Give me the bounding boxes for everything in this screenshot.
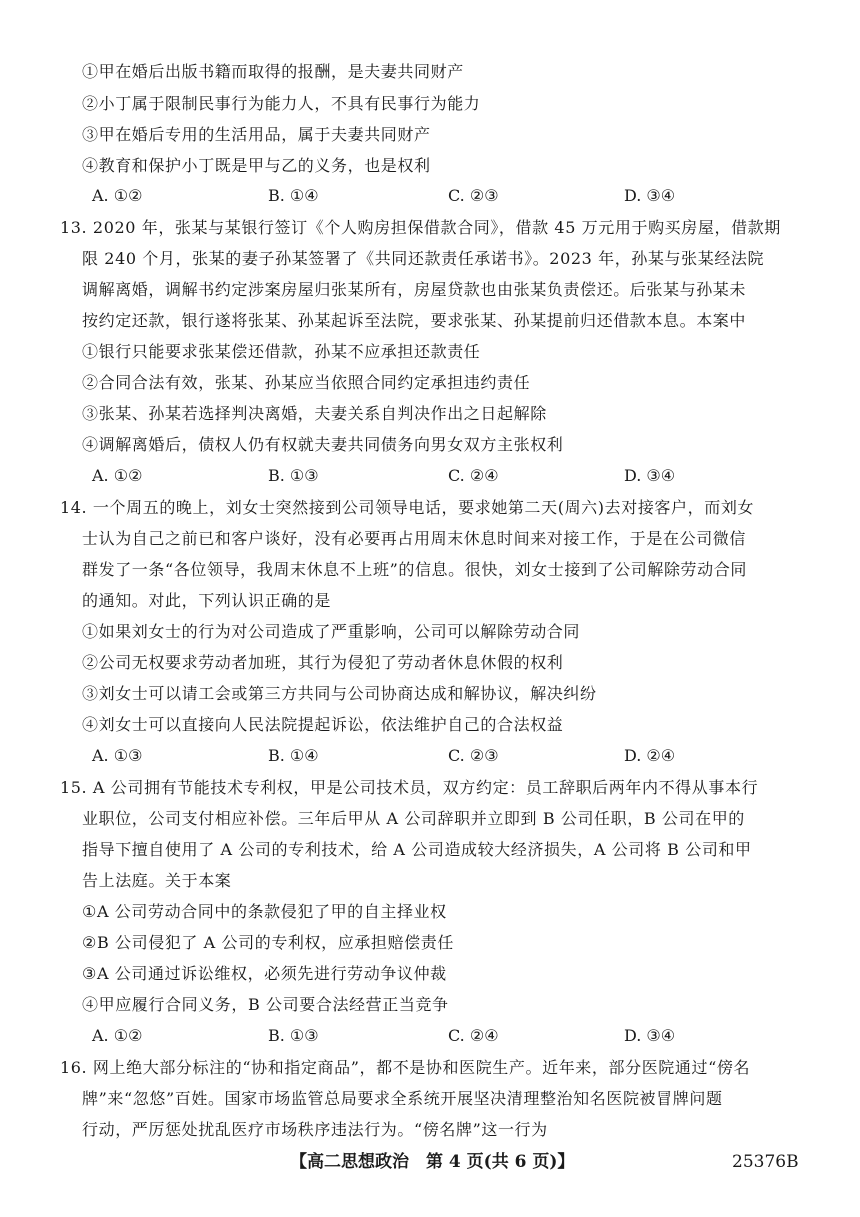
q14-choice-c: C. ②③ bbox=[448, 746, 499, 765]
q14-choice-a: A. ①③ bbox=[92, 746, 143, 765]
q14-option-3: ③刘女士可以请工会或第三方共同与公司协商达成和解协议，解决纠纷 bbox=[82, 684, 597, 703]
q13-stem-line-3: 调解离婚，调解书约定涉案房屋归张某所有，房屋贷款也由张某负责偿还。后张某与孙某未 bbox=[82, 280, 747, 299]
q13-option-4: ④调解离婚后，债权人仍有权就夫妻共同债务向男女双方主张权利 bbox=[82, 435, 564, 454]
page-footer bbox=[0, 1150, 860, 1174]
q15-choice-a: A. ①② bbox=[92, 1026, 143, 1045]
q14-stem-line-2: 士认为自己之前已和客户谈好，没有必要再占用周末休息时间来对接工作，于是在公司微信 bbox=[82, 529, 747, 548]
q15-choice-c: C. ②④ bbox=[448, 1026, 499, 1045]
q14-choice-b: B. ①④ bbox=[268, 746, 319, 765]
q15-option-4: ④甲应履行合同义务，B 公司要合法经营正当竞争 bbox=[82, 995, 449, 1014]
q14-choices bbox=[92, 746, 732, 766]
q15-choices bbox=[92, 1026, 732, 1046]
q14-option-1: ①如果刘女士的行为对公司造成了严重影响，公司可以解除劳动合同 bbox=[82, 622, 581, 641]
q15-choice-d: D. ③④ bbox=[624, 1026, 676, 1045]
q13-option-1: ①银行只能要求张某偿还借款，孙某不应承担还款责任 bbox=[82, 342, 481, 361]
q16-stem-line-2: 牌”来“忽悠”百姓。国家市场监管总局要求全系统开展坚决清理整治知名医院被冒牌问题 bbox=[82, 1089, 723, 1108]
q15-option-3: ③A 公司通过诉讼维权，必须先进行劳动争议仲裁 bbox=[82, 964, 447, 983]
q15-stem-line-2: 业职位，公司支付相应补偿。三年后甲从 A 公司辞职并立即到 B 公司任职，B 公司在甲的 bbox=[82, 809, 745, 828]
q13-option-2: ②合同合法有效，张某、孙某应当依照合同约定承担违约责任 bbox=[82, 373, 531, 392]
q13-choices bbox=[92, 466, 732, 486]
q14-choice-d: D. ②④ bbox=[624, 746, 676, 765]
q12-option-1: ①甲在婚后出版书籍而取得的报酬，是夫妻共同财产 bbox=[82, 62, 464, 81]
q12-option-4: ④教育和保护小丁既是甲与乙的义务，也是权利 bbox=[82, 156, 431, 175]
q14-option-2: ②公司无权要求劳动者加班，其行为侵犯了劳动者休息休假的权利 bbox=[82, 653, 564, 672]
q12-choice-b: B. ①④ bbox=[268, 186, 319, 205]
q13-option-3: ③张某、孙某若选择判决离婚，夫妻关系自判决作出之日起解除 bbox=[82, 404, 547, 423]
q13-choice-c: C. ②④ bbox=[448, 466, 499, 485]
q12-choice-d: D. ③④ bbox=[624, 186, 676, 205]
q16-stem-line-1: 16. 网上绝大部分标注的“协和指定商品”，都不是协和医院生产。近年来，部分医院通过“傍名 bbox=[60, 1058, 751, 1077]
q16-stem-line-3: 行动，严厉惩处扰乱医疗市场秩序违法行为。“傍名牌”这一行为 bbox=[82, 1120, 548, 1139]
q15-stem-line-3: 指导下擅自使用了 A 公司的专利技术，给 A 公司造成较大经济损失，A 公司将 B 公司和甲 bbox=[82, 840, 752, 859]
q14-stem-line-1: 14. 一个周五的晚上，刘女士突然接到公司领导电话，要求她第二天(周六)去对接客户，而刘女 bbox=[60, 498, 755, 517]
q13-choice-a: A. ①② bbox=[92, 466, 143, 485]
q12-choice-c: C. ②③ bbox=[448, 186, 499, 205]
q13-choice-b: B. ①③ bbox=[268, 466, 319, 485]
q14-stem-line-3: 群发了一条“各位领导，我周末休息不上班”的信息。很快，刘女士接到了公司解除劳动合同 bbox=[82, 560, 747, 579]
q15-stem-line-4: 告上法庭。关于本案 bbox=[82, 871, 232, 890]
footer-page-info: 【高二思想政治 第 4 页(共 6 页)】 bbox=[290, 1152, 575, 1172]
q14-option-4: ④刘女士可以直接向人民法院提起诉讼，依法维护自己的合法权益 bbox=[82, 715, 564, 734]
footer-exam-code: 25376B bbox=[732, 1152, 799, 1172]
q12-option-3: ③甲在婚后专用的生活用品，属于夫妻共同财产 bbox=[82, 125, 431, 144]
q13-stem-line-4: 按约定还款，银行遂将张某、孙某起诉至法院，要求张某、孙某提前归还借款本息。本案中 bbox=[82, 311, 747, 330]
q13-stem-line-2: 限 240 个月，张某的妻子孙某签署了《共同还款责任承诺书》。2023 年，孙某与张某经法院 bbox=[82, 249, 765, 268]
q13-choice-d: D. ③④ bbox=[624, 466, 676, 485]
q15-option-1: ①A 公司劳动合同中的条款侵犯了甲的自主择业权 bbox=[82, 902, 447, 921]
q12-choice-a: A. ①② bbox=[92, 186, 143, 205]
q15-stem-line-1: 15. A 公司拥有节能技术专利权，甲是公司技术员，双方约定：员工辞职后两年内不得从事本行 bbox=[60, 778, 759, 797]
q12-option-2: ②小丁属于限制民事行为能力人，不具有民事行为能力 bbox=[82, 94, 481, 113]
q14-stem-line-4: 的通知。对此，下列认识正确的是 bbox=[82, 591, 332, 610]
q15-choice-b: B. ①③ bbox=[268, 1026, 319, 1045]
q15-option-2: ②B 公司侵犯了 A 公司的专利权，应承担赔偿责任 bbox=[82, 933, 454, 952]
q13-stem-line-1: 13. 2020 年，张某与某银行签订《个人购房担保借款合同》，借款 45 万元用于购买房屋，借款期 bbox=[60, 218, 781, 237]
q12-choices bbox=[92, 186, 732, 206]
